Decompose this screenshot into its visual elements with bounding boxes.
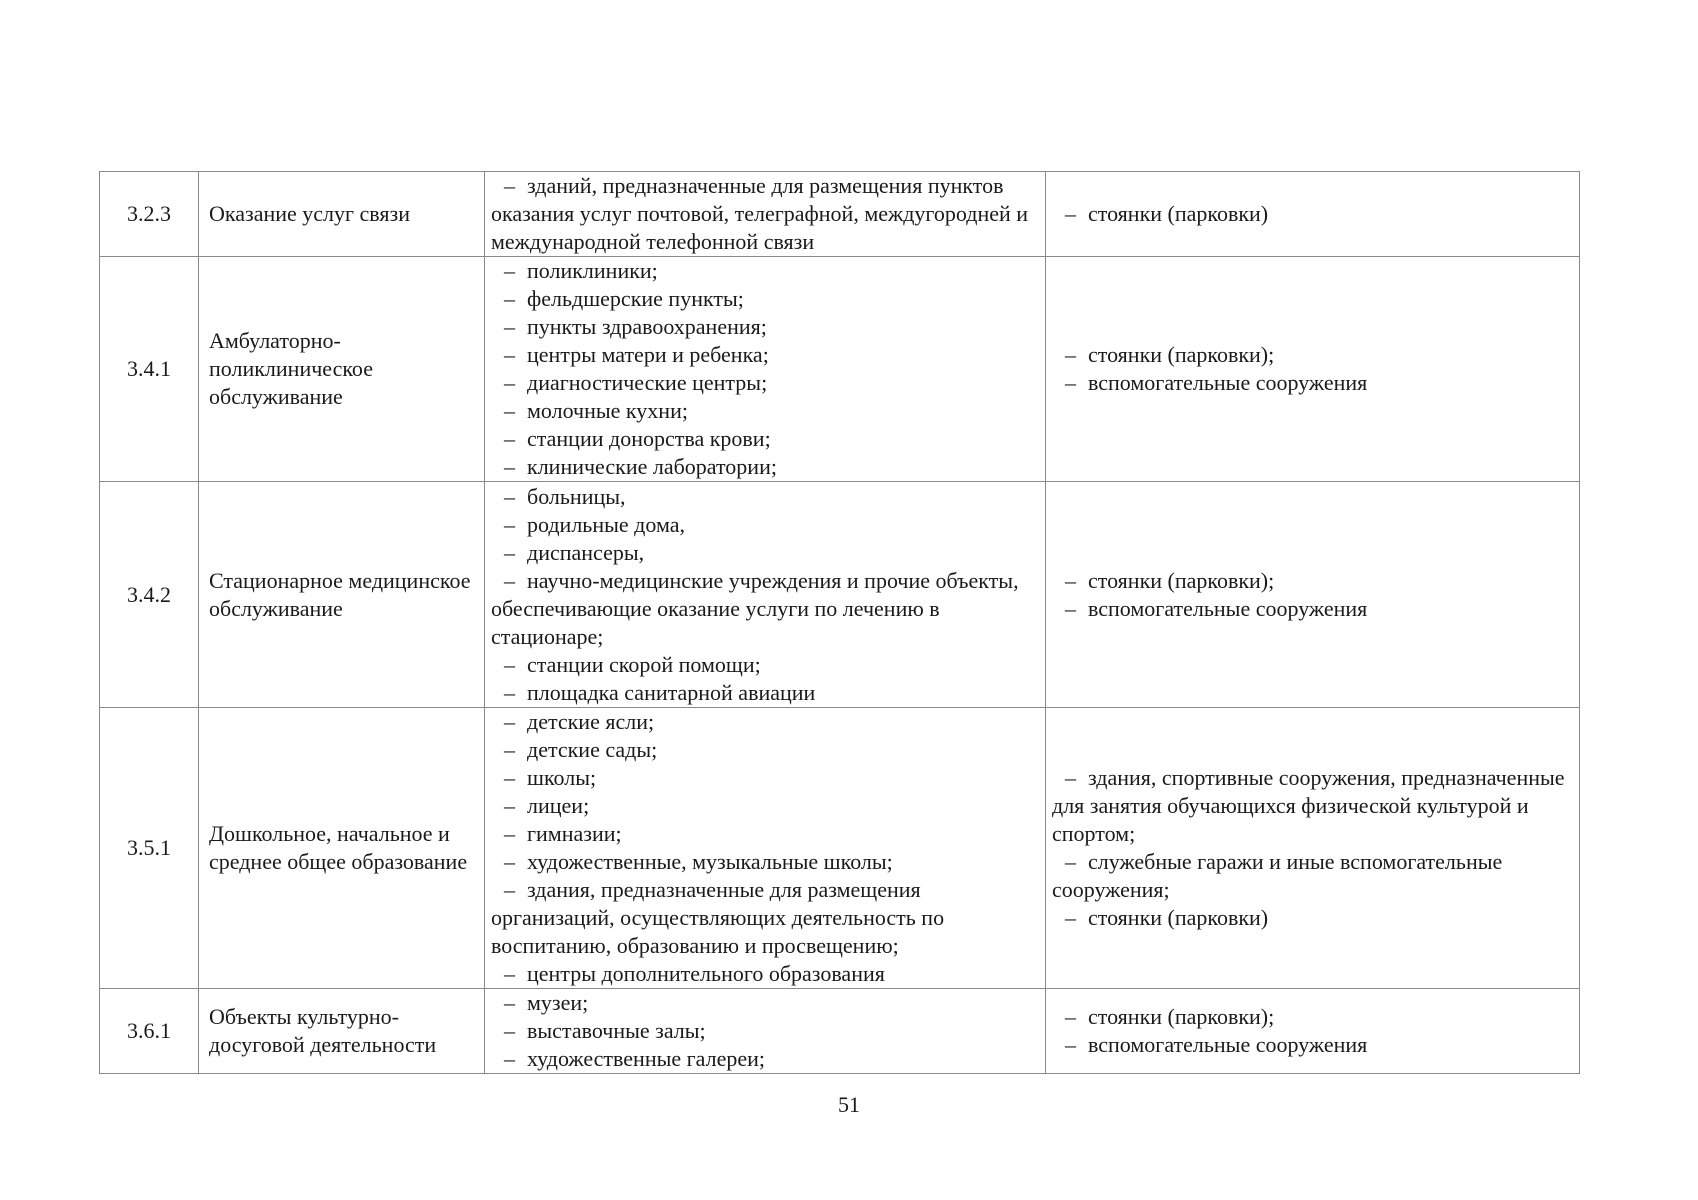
list-item-text: выставочные залы; — [527, 1018, 706, 1043]
list-item-text: художественные галереи; — [527, 1046, 766, 1071]
dash-bullet: – — [504, 314, 515, 339]
dash-bullet: – — [504, 793, 515, 818]
main-uses-cell — [485, 708, 1046, 989]
dash-bullet: – — [1065, 849, 1076, 874]
list-item-text: вспомогательные сооружения — [1088, 370, 1368, 395]
list-item — [1052, 1003, 1573, 1031]
name-cell: Объекты культурно-досуговой деятельности — [199, 989, 485, 1074]
list-item-text: здания, предназначенные для размещения организаций, осуществляющих деятельность по воспитанию, образованию и просвещению; — [491, 877, 945, 958]
dash-bullet: – — [504, 679, 515, 705]
dash-bullet: – — [504, 990, 515, 1015]
code-cell: 3.2.3 — [100, 172, 199, 257]
dash-bullet: – — [1065, 595, 1076, 621]
table-row — [100, 482, 1580, 708]
table-row — [100, 708, 1580, 989]
list-item — [491, 172, 1039, 256]
dash-bullet: – — [1065, 1032, 1076, 1057]
dash-bullet: – — [504, 370, 515, 395]
list-item-text: родильные дома, — [527, 511, 685, 537]
table-row — [100, 989, 1580, 1074]
list-item-text: здания, спортивные сооружения, предназначенные для занятия обучающихся физической культурой и спортом; — [1052, 765, 1565, 846]
dash-bullet: – — [504, 511, 515, 537]
land-use-table — [99, 171, 1580, 1074]
dash-bullet: – — [504, 454, 515, 479]
dash-bullet: – — [504, 539, 515, 565]
list-item-text: стоянки (парковки) — [1088, 201, 1269, 226]
dash-bullet: – — [504, 877, 515, 902]
list-item-text: лицеи; — [527, 793, 590, 818]
page-number: 51 — [838, 1092, 860, 1117]
list-item — [491, 989, 1039, 1017]
dash-bullet: – — [504, 483, 515, 509]
list-item — [491, 511, 1039, 539]
code-cell: 3.5.1 — [100, 708, 199, 989]
list-item — [1052, 200, 1573, 228]
list-item — [491, 848, 1039, 876]
main-uses-cell — [485, 482, 1046, 708]
list-item-text: поликлиники; — [527, 258, 658, 283]
list-item — [491, 341, 1039, 369]
list-item — [491, 651, 1039, 679]
code-cell: 3.4.2 — [100, 482, 199, 708]
dash-bullet: – — [504, 961, 515, 986]
dash-bullet: – — [504, 1018, 515, 1043]
dash-bullet: – — [504, 286, 515, 311]
aux-uses-cell — [1046, 989, 1580, 1074]
list-item-text: зданий, предназначенные для размещения пунктов оказания услуг почтовой, телеграфной, междугородней и международной телефонной связи — [491, 173, 1029, 254]
list-item-text: пункты здравоохранения; — [527, 314, 767, 339]
list-item — [491, 1045, 1039, 1073]
code-cell: 3.4.1 — [100, 257, 199, 482]
dash-bullet: – — [504, 849, 515, 874]
list-item-text: молочные кухни; — [527, 398, 688, 423]
main-uses-cell — [485, 989, 1046, 1074]
dash-bullet: – — [1065, 567, 1076, 593]
list-item — [491, 708, 1039, 736]
list-item-text: детские сады; — [527, 737, 658, 762]
dash-bullet: – — [504, 1046, 515, 1071]
table-row — [100, 172, 1580, 257]
aux-uses-cell — [1046, 172, 1580, 257]
list-item-text: клинические лаборатории; — [527, 454, 777, 479]
list-item-text: больницы, — [527, 483, 626, 509]
list-item — [1052, 341, 1573, 369]
dash-bullet: – — [504, 651, 515, 677]
list-item-text: станции донорства крови; — [527, 426, 771, 451]
list-item-text: научно-медицинские учреждения и прочие объекты, обеспечивающие оказание услуги по лечению в стационаре; — [491, 567, 1019, 649]
list-item-text: гимназии; — [527, 821, 622, 846]
list-item — [491, 285, 1039, 313]
list-item — [491, 792, 1039, 820]
dash-bullet: – — [1065, 905, 1076, 930]
dash-bullet: – — [504, 342, 515, 367]
list-item-text: центры дополнительного образования — [527, 961, 885, 986]
name-cell: Стационарное медицинское обслуживание — [199, 482, 485, 708]
list-item-text: вспомогательные сооружения — [1088, 595, 1368, 621]
list-item — [491, 257, 1039, 285]
list-item — [1052, 369, 1573, 397]
dash-bullet: – — [504, 709, 515, 734]
list-item-text: площадка санитарной авиации — [527, 679, 816, 705]
dash-bullet: – — [1065, 201, 1076, 226]
dash-bullet: – — [1065, 342, 1076, 367]
list-item-text: музеи; — [527, 990, 589, 1015]
name-cell: Амбулаторно-поликлиническое обслуживание — [199, 257, 485, 482]
dash-bullet: – — [504, 821, 515, 846]
list-item — [491, 736, 1039, 764]
list-item — [491, 483, 1039, 511]
list-item — [491, 820, 1039, 848]
list-item-text: служебные гаражи и иные вспомогательные сооружения; — [1052, 849, 1503, 902]
dash-bullet: – — [1065, 765, 1076, 790]
name-cell: Дошкольное, начальное и среднее общее образование — [199, 708, 485, 989]
list-item-text: вспомогательные сооружения — [1088, 1032, 1368, 1057]
list-item — [491, 453, 1039, 481]
list-item — [1052, 848, 1573, 904]
dash-bullet: – — [504, 737, 515, 762]
dash-bullet: – — [504, 426, 515, 451]
list-item — [491, 397, 1039, 425]
list-item-text: стоянки (парковки); — [1088, 342, 1275, 367]
dash-bullet: – — [504, 567, 515, 593]
dash-bullet: – — [504, 398, 515, 423]
main-uses-cell — [485, 172, 1046, 257]
dash-bullet: – — [504, 258, 515, 283]
list-item-text: художественные, музыкальные школы; — [527, 849, 893, 874]
list-item-text: станции скорой помощи; — [527, 651, 761, 677]
list-item — [1052, 904, 1573, 932]
list-item-text: школы; — [527, 765, 597, 790]
dash-bullet: – — [1065, 1004, 1076, 1029]
list-item-text: стоянки (парковки); — [1088, 1004, 1275, 1029]
name-cell: Оказание услуг связи — [199, 172, 485, 257]
list-item — [491, 567, 1039, 651]
list-item-text: стоянки (парковки); — [1088, 567, 1275, 593]
list-item — [491, 425, 1039, 453]
list-item-text: фельдшерские пункты; — [527, 286, 744, 311]
list-item — [491, 539, 1039, 567]
list-item-text: детские ясли; — [527, 709, 655, 734]
aux-uses-cell — [1046, 708, 1580, 989]
table-row — [100, 257, 1580, 482]
list-item — [491, 764, 1039, 792]
list-item — [1052, 1031, 1573, 1059]
dash-bullet: – — [504, 765, 515, 790]
list-item-text: центры матери и ребенка; — [527, 342, 769, 367]
dash-bullet: – — [504, 173, 515, 198]
aux-uses-cell — [1046, 257, 1580, 482]
list-item — [1052, 595, 1573, 623]
list-item — [491, 876, 1039, 960]
code-cell: 3.6.1 — [100, 989, 199, 1074]
list-item-text: диагностические центры; — [527, 370, 768, 395]
list-item — [491, 679, 1039, 707]
list-item — [1052, 567, 1573, 595]
list-item-text: диспансеры, — [527, 539, 645, 565]
dash-bullet: – — [1065, 370, 1076, 395]
list-item — [491, 960, 1039, 988]
aux-uses-cell — [1046, 482, 1580, 708]
list-item — [491, 313, 1039, 341]
list-item — [1052, 764, 1573, 848]
main-uses-cell — [485, 257, 1046, 482]
list-item — [491, 1017, 1039, 1045]
list-item-text: стоянки (парковки) — [1088, 905, 1269, 930]
list-item — [491, 369, 1039, 397]
